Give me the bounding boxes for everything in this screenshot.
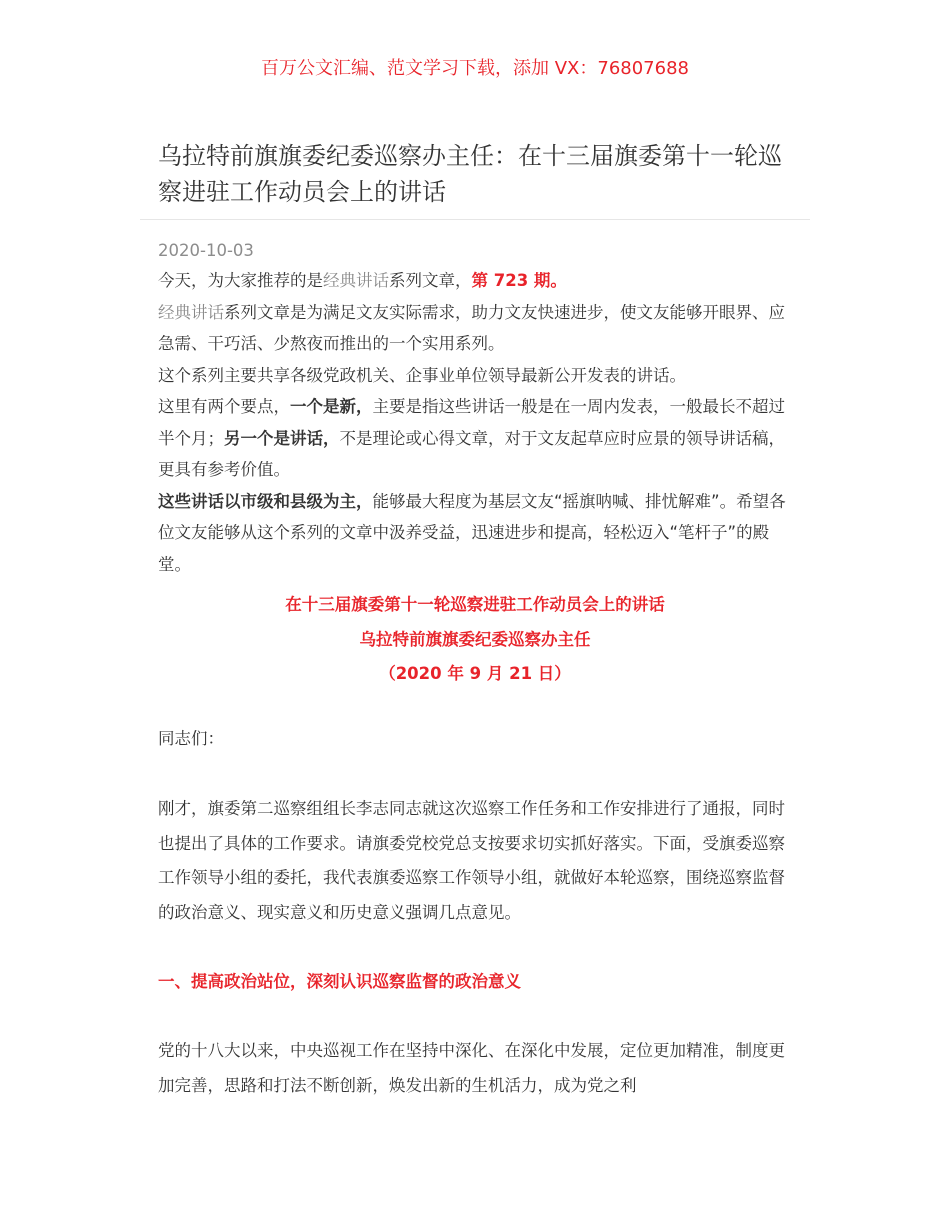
speech-paragraph-2: 党的十八大以来，中央巡视工作在坚持中深化、在深化中发展，定位更加精准，制度更加完善，思路和打法不断创新，焕发出新的生机活力，成为党之利 (158, 1041, 785, 1095)
intro-text: 系列文章是为满足文友实际需求，助力文友快速进步，使文友能够开眼界、应急需、干巧活、少熬夜而推出的一个实用系列。 (158, 302, 785, 353)
intro-bold-text: 一个是新， (290, 397, 373, 416)
series-name: 经典讲话 (158, 302, 224, 322)
article-title: 乌拉特前旗旗委纪委巡察办主任：在十三届旗委第十一轮巡察进驻工作动员会上的讲话 (158, 142, 782, 206)
intro-text: 系列文章， (389, 271, 472, 290)
intro-bold-text: 这些讲话以市级和县级为主， (158, 491, 373, 511)
speech-date: （2020 年 9 月 21 日） (379, 664, 571, 683)
intro-text: 能够最大程度为基层文友“摇旗呐喊、排忧解难”。希望各位文友能够从这个系列的文章中汲养受益，迅速进步和提高，轻松迈入“笔杆子”的殿堂。 (158, 491, 786, 574)
intro-paragraph-5 (158, 486, 798, 581)
intro-section (158, 265, 798, 580)
article-date: 2020-10-03 (158, 241, 254, 260)
intro-paragraph-3: 这个系列主要共享各级党政机关、企事业单位领导最新公开发表的讲话。 (158, 365, 686, 385)
speech-heading: 在十三届旗委第十一轮巡察进驻工作动员会上的讲话 (285, 595, 665, 614)
promo-banner: 百万公文汇编、范文学习下载，添加 VX：76807688 (261, 58, 689, 79)
series-name: 经典讲话 (323, 271, 389, 290)
intro-bold-text: 另一个是讲话， (224, 428, 340, 448)
intro-text: 不是理论或心得文章，对于文友起草应时应景的领导讲话稿，更具有参考价值。 (158, 428, 785, 479)
intro-text: 主要是指这些讲话一般是在一周内发表，一般最长不超过半个月； (158, 397, 785, 448)
title-divider (140, 219, 810, 220)
section-heading-1: 一、提高政治站位，深刻认识巡察监督的政治意义 (158, 972, 521, 991)
speech-paragraph-1: 刚才，旗委第二巡察组组长李志同志就这次巡察工作任务和工作安排进行了通报，同时也提出了具体的工作要求。请旗委党校党总支按要求切实抓好落实。下面，受旗委巡察工作领导小组的委托，我代表旗委巡察工作领导小组，就做好本轮巡察，围绕巡察监督的政治意义、现实意义和历史意义强调几点意见。 (158, 799, 785, 922)
speech-speaker: 乌拉特前旗旗委纪委巡察办主任 (359, 629, 591, 649)
salutation: 同志们： (158, 729, 224, 748)
intro-paragraph-2 (158, 297, 798, 360)
speech-header (0, 588, 950, 692)
issue-number: 第 723 期。 (471, 271, 567, 290)
intro-paragraph-4 (158, 391, 798, 486)
intro-text: 今天，为大家推荐的是 (158, 271, 323, 290)
intro-text: 这里有两个要点， (158, 397, 290, 416)
intro-paragraph-1 (158, 265, 798, 297)
